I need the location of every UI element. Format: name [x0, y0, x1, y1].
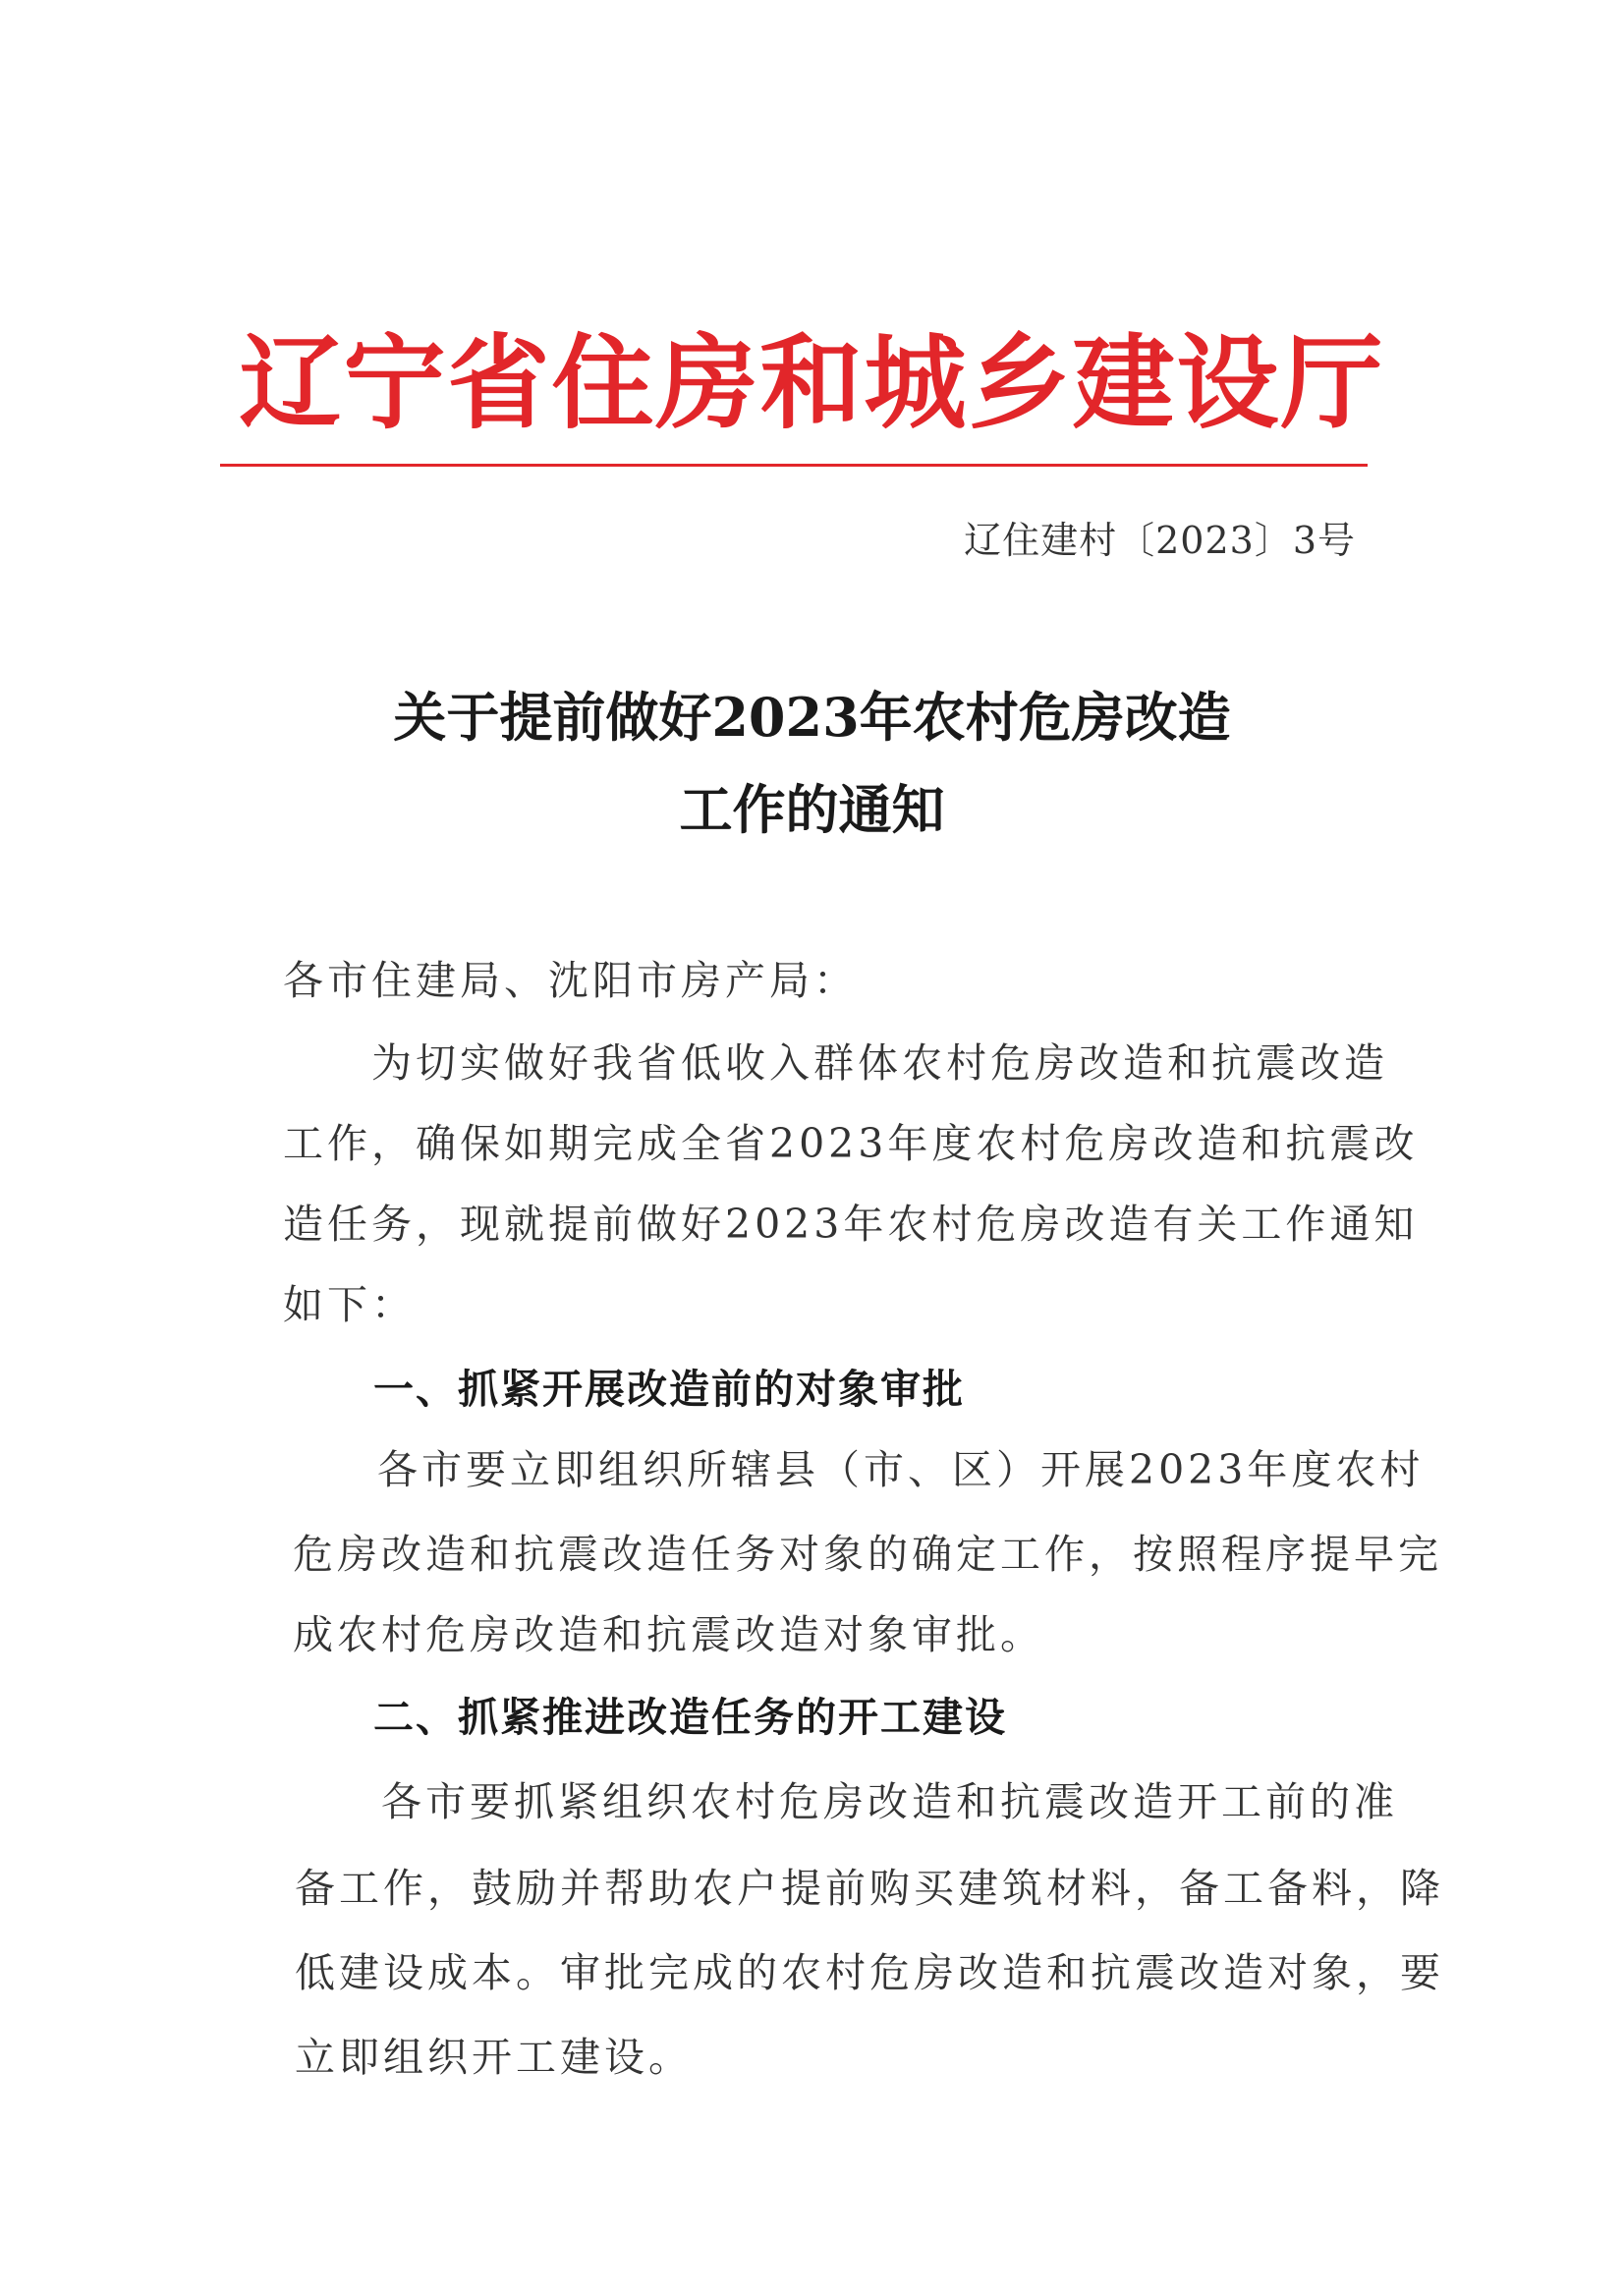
section-2-line: 各市要抓紧组织农村危房改造和抗震改造开工前的准 [381, 1778, 1398, 1825]
section-1-heading: 一、抓紧开展改造前的对象审批 [373, 1366, 965, 1413]
document-title-line-2: 工作的通知 [679, 778, 945, 841]
section-1-line: 危房改造和抗震改造任务对象的确定工作，按照程序提早完 [293, 1531, 1442, 1578]
section-1-line: 成农村危房改造和抗震改造对象审批。 [293, 1611, 1044, 1658]
intro-line: 工作，确保如期完成全省2023年度农村危房改造和抗震改 [283, 1120, 1419, 1167]
document-number: 辽住建村〔2023〕3号 [964, 519, 1356, 562]
section-2-line: 低建设成本。审批完成的农村危房改造和抗震改造对象，要 [295, 1949, 1444, 1996]
section-2-line: 备工作，鼓励并帮助农户提前购买建筑材料，备工备料，降 [295, 1865, 1444, 1912]
section-2-heading: 二、抓紧推进改造任务的开工建设 [373, 1694, 1007, 1741]
document-title-line-1: 关于提前做好2023年农村危房改造 [393, 686, 1231, 749]
intro-line: 为切实做好我省低收入群体农村危房改造和抗震改造 [371, 1039, 1388, 1087]
section-1-line: 各市要立即组织所辖县（市、区）开展2023年度农村 [377, 1446, 1425, 1493]
masthead-divider [220, 464, 1368, 467]
agency-masthead: 辽宁省住房和城乡建设厅 [239, 322, 1385, 443]
section-2-line: 立即组织开工建设。 [295, 2034, 693, 2081]
salutation: 各市住建局、沈阳市房产局： [283, 957, 858, 1004]
intro-line: 造任务，现就提前做好2023年农村危房改造有关工作通知 [283, 1201, 1419, 1248]
intro-line: 如下： [283, 1281, 416, 1328]
